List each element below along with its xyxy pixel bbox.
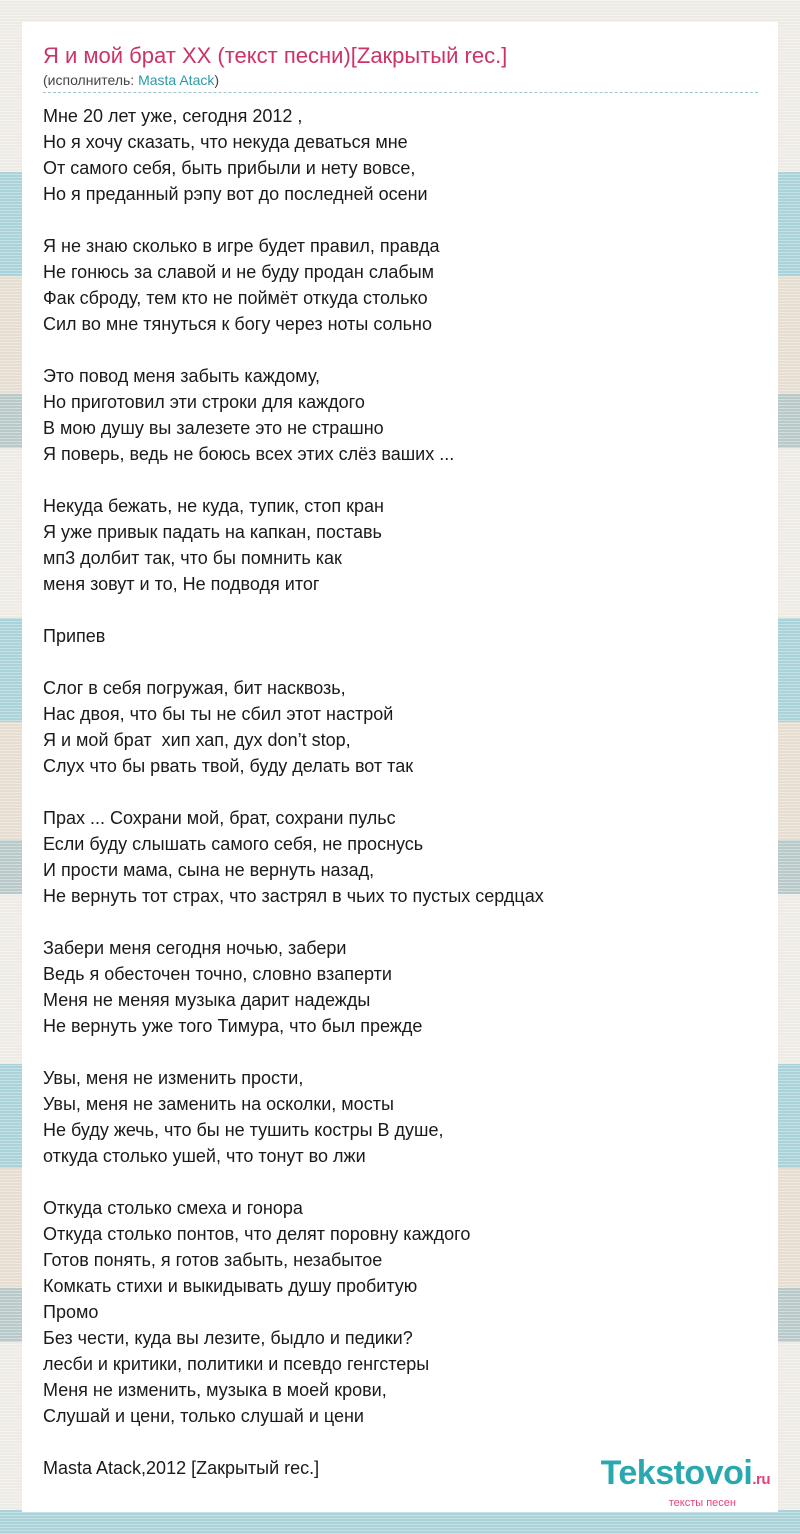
lyric-line: Готов понять, я готов забыть, незабытое	[43, 1250, 383, 1270]
lyric-line	[43, 1039, 758, 1065]
lyric-line: Припев	[43, 626, 106, 646]
lyric-line	[43, 1429, 758, 1455]
lyric-line: Я уже привык падать на капкан, поставь	[43, 522, 382, 542]
lyric-line: Если буду слышать самого себя, не проснусь	[43, 834, 424, 854]
lyric-line: Увы, меня не изменить прости,	[43, 1068, 304, 1088]
logo-tld: .ru	[752, 1471, 770, 1488]
lyric-line: Это повод меня забыть каждому,	[43, 366, 321, 386]
lyric-line: Откуда столько смеха и гонора	[43, 1198, 303, 1218]
lyric-line: Я поверь, ведь не боюсь всех этих слёз ваших ...	[43, 444, 455, 464]
lyric-line: Меня не меняя музыка дарит надежды	[43, 990, 371, 1010]
lyric-line: откуда столько ушей, что тонут во лжи	[43, 1146, 366, 1166]
lyric-line: В мою душу вы залезете это не страшно	[43, 418, 384, 438]
site-logo[interactable]	[601, 1456, 770, 1509]
lyric-line: Не вернуть тот страх, что застрял в чьих то пустых сердцах	[43, 886, 544, 906]
lyric-line: От самого себя, быть прибыли и нету вовсе,	[43, 158, 416, 178]
artist-link[interactable]: Masta Atack	[138, 72, 215, 88]
logo-wordmark	[601, 1456, 770, 1497]
lyric-line: Но приготовил эти строки для каждого	[43, 392, 365, 412]
lyric-line: Но я хочу сказать, что некуда деваться мне	[43, 132, 408, 152]
lyric-line: Слушай и цени, только слушай и цени	[43, 1406, 364, 1426]
lyric-line: И прости мама, сына не вернуть назад,	[43, 860, 375, 880]
lyric-line: Некуда бежать, не куда, тупик, стоп кран	[43, 496, 384, 516]
lyric-line: Не буду жечь, что бы не тушить костры В душе,	[43, 1120, 444, 1140]
lyric-line: лесби и критики, политики и псевдо генгстеры	[43, 1354, 430, 1374]
lyrics-text	[43, 103, 758, 1481]
lyric-line	[43, 779, 758, 805]
lyric-line: Промо	[43, 1302, 99, 1322]
lyric-line	[43, 1169, 758, 1195]
lyric-line: Masta Atack,2012 [Zакрытый rec.]	[43, 1458, 320, 1478]
lyric-line: Мне 20 лет уже, сегодня 2012 ,	[43, 106, 303, 126]
lyric-line: Меня не изменить, музыка в моей крови,	[43, 1380, 387, 1400]
lyric-line: Без чести, куда вы лезите, быдло и педики?	[43, 1328, 413, 1348]
page-title: Я и мой брат XX (текст песни)[Zакрытый rec.]	[43, 43, 508, 68]
lyric-line	[43, 467, 758, 493]
lyric-line: Откуда столько понтов, что делят поровну каждого	[43, 1224, 471, 1244]
lyric-line: Не гонюсь за славой и не буду продан слабым	[43, 262, 435, 282]
lyric-line: Не вернуть уже того Тимура, что был прежде	[43, 1016, 423, 1036]
artist-line	[43, 70, 758, 93]
lyric-line: Комкать стихи и выкидывать душу пробитую	[43, 1276, 418, 1296]
lyric-line: Нас двоя, что бы ты не сбил этот настрой	[43, 704, 394, 724]
lyric-line: Слух что бы рвать твой, буду делать вот так	[43, 756, 414, 776]
lyric-line: Я и мой брат хип хап, дух don’t stop,	[43, 730, 351, 750]
logo-tagline: тексты песен	[668, 1497, 736, 1509]
lyric-line: Слог в себя погружая, бит насквозь,	[43, 678, 346, 698]
lyric-line: Ведь я обесточен точно, словно взаперти	[43, 964, 392, 984]
lyric-line: Фак сброду, тем кто не поймёт откуда столько	[43, 288, 428, 308]
lyric-line	[43, 649, 758, 675]
lyric-line	[43, 337, 758, 363]
logo-name: Tekstovoi	[600, 1454, 753, 1492]
lyric-line: Забери меня сегодня ночью, забери	[43, 938, 347, 958]
lyric-line: меня зовут и то, Не подводя итог	[43, 574, 320, 594]
lyric-line: Увы, меня не заменить на осколки, мосты	[43, 1094, 394, 1114]
lyrics-card	[22, 22, 778, 1512]
lyric-line	[43, 909, 758, 935]
artist-prefix: (исполнитель:	[43, 72, 139, 88]
artist-suffix: )	[214, 72, 220, 88]
lyric-line: Но я преданный рэпу вот до последней осени	[43, 184, 428, 204]
lyric-line: мп3 долбит так, что бы помнить как	[43, 548, 342, 568]
lyric-line: Прах ... Сохрани мой, брат, сохрани пульс	[43, 808, 396, 828]
lyric-line	[43, 207, 758, 233]
lyric-line: Сил во мне тянуться к богу через ноты сольно	[43, 314, 432, 334]
lyric-line: Я не знаю сколько в игре будет правил, правда	[43, 236, 440, 256]
lyric-line	[43, 597, 758, 623]
